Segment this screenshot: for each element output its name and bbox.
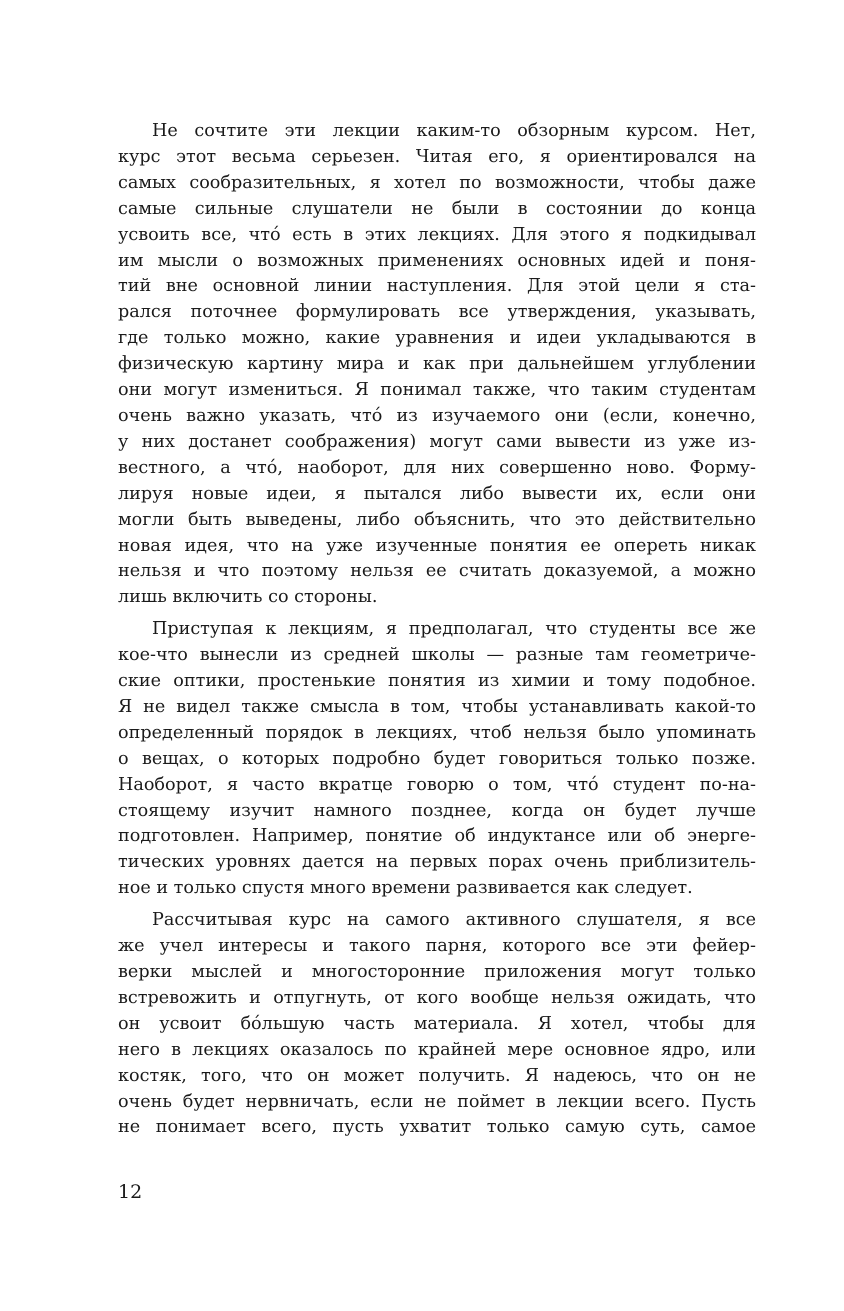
body-text	[118, 119, 756, 1141]
text-line: не понимает всего, пусть ухватит только самую суть, самое	[118, 1117, 756, 1138]
text-line: самые сильные слушатели не были в состоянии до конца	[118, 198, 756, 219]
text-line: новая идея, что на уже изученные понятия ее опереть никак	[118, 535, 756, 556]
text-line: же учел интересы и такого парня, которого все эти фейер-	[118, 936, 756, 957]
text-line: могли быть выведены, либо объяснить, что это действительно	[118, 509, 756, 530]
text-line: вестного, а что́, наоборот, для них совершенно ново. Форму-	[118, 457, 756, 478]
text-line: Наоборот, я часто вкратце говорю о том, что́ студент по-на-	[118, 774, 756, 795]
text-line: Не сочтите эти лекции каким-то обзорным курсом. Нет,	[152, 121, 756, 141]
text-line: он усвоит бо́льшую часть материала. Я хотел, чтобы для	[118, 1013, 756, 1034]
text-line: тий вне основной линии наступления. Для этой цели я ста-	[118, 276, 756, 297]
text-line: самых сообразительных, я хотел по возможности, чтобы даже	[118, 172, 756, 193]
text-line: него в лекциях оказалось по крайней мере основное ядро, или	[118, 1039, 756, 1060]
paragraph-2	[118, 617, 756, 902]
text-line: очень будет нервничать, если не поймет в лекции всего. Пусть	[118, 1091, 756, 1112]
text-line: тических уровнях дается на первых порах очень приблизитель-	[118, 852, 756, 873]
paragraph-1	[118, 119, 756, 611]
text-line: нельзя и что поэтому нельзя ее считать доказуемой, а можно	[118, 561, 756, 582]
text-line: физическую картину мира и как при дальнейшем углублении	[118, 354, 756, 375]
text-line: определенный порядок в лекциях, чтоб нельзя было упоминать	[118, 722, 756, 743]
text-line: Я не видел также смысла в том, чтобы устанавливать какой-то	[118, 696, 756, 717]
text-line: усвоить все, что́ есть в этих лекциях. Для этого я подкидывал	[118, 224, 756, 245]
text-line: верки мыслей и многосторонние приложения могут только	[118, 962, 756, 982]
text-line: ное и только спустя много времени развивается как следует.	[118, 878, 693, 899]
text-line: очень важно указать, что́ из изучаемого они (если, конечно,	[118, 405, 756, 426]
page-number: 12	[118, 1181, 143, 1203]
text-line: костяк, того, что он может получить. Я надеюсь, что он не	[118, 1065, 756, 1086]
text-line: у них достанет соображения) могут сами вывести из уже из-	[118, 431, 756, 452]
text-line: Приступая к лекциям, я предполагал, что студенты все же	[152, 619, 756, 640]
text-line: о вещах, о которых подробно будет говориться только позже.	[118, 748, 756, 769]
paragraph-3	[118, 908, 756, 1141]
text-line: лируя новые идеи, я пытался либо вывести их, если они	[118, 483, 756, 504]
text-line: встревожить и отпугнуть, от кого вообще нельзя ожидать, что	[118, 987, 756, 1008]
text-line: рался поточнее формулировать все утверждения, указывать,	[118, 302, 756, 323]
text-line: ские оптики, простенькие понятия из химии и тому подобное.	[118, 671, 756, 692]
text-line: стоящему изучит намного позднее, когда он будет лучше	[118, 800, 756, 821]
text-line: где только можно, какие уравнения и идеи укладываются в	[118, 328, 756, 349]
text-line: подготовлен. Например, понятие об индуктансе или об энерге-	[118, 826, 756, 847]
text-line: кое-что вынесли из средней школы — разные там геометриче-	[118, 645, 756, 666]
text-line: Рассчитывая курс на самого активного слушателя, я все	[152, 910, 756, 931]
text-line: они могут измениться. Я понимал также, что таким студентам	[118, 380, 756, 401]
text-line: им мысли о возможных применениях основных идей и поня-	[118, 250, 756, 271]
text-line: лишь включить со стороны.	[118, 587, 378, 608]
text-line: курс этот весьма серьезен. Читая его, я ориентировался на	[118, 146, 756, 167]
